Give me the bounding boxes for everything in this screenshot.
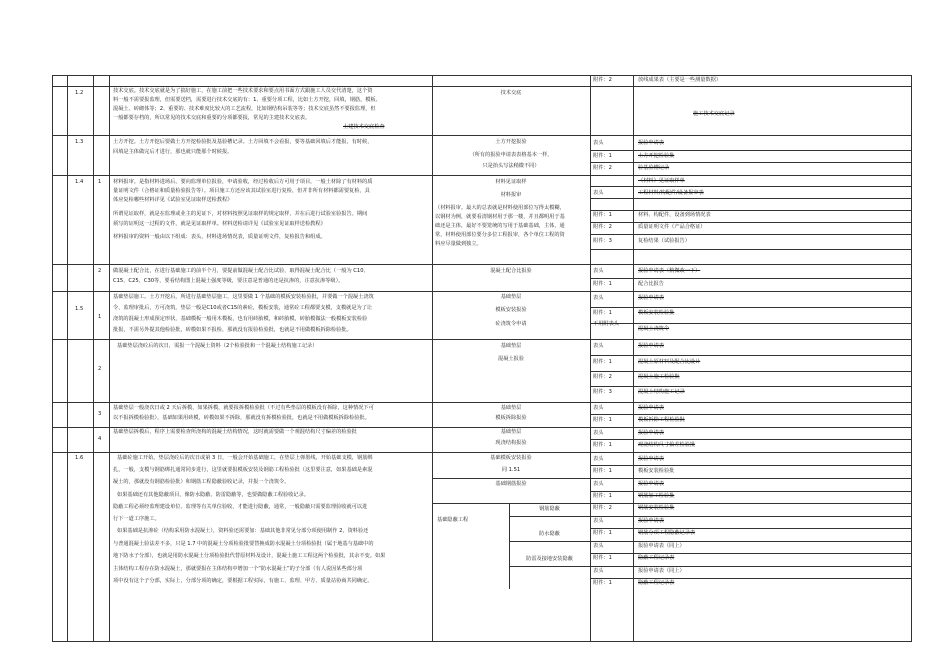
row-rule bbox=[53, 402, 911, 403]
section-body-line: 令，监理审批后，方可浇筑，垫层一般是C10或者C15的素砼，模板安装，通常砼工程都要支模，支模就是为了让 bbox=[113, 305, 373, 311]
section-body-line: 如果基础还有其他隐蔽项目，像防水隐蔽、防雷隐蔽等，也要做隐蔽工程验收记录。 bbox=[117, 492, 309, 498]
item-label: 表头 bbox=[593, 430, 604, 436]
item-label: 附件：1 bbox=[593, 417, 612, 423]
item-doc[interactable]: 质量证明文件（产品合格证） bbox=[638, 224, 706, 230]
procedure-name: 模板安装报验 bbox=[495, 307, 527, 313]
item-doc[interactable]: 报验申请表（同上） bbox=[638, 543, 685, 549]
row-rule bbox=[53, 339, 911, 340]
item-doc[interactable]: 混凝土原材料及配合比设计 bbox=[638, 359, 701, 365]
sub-id: 2 bbox=[98, 268, 102, 274]
procedure-note: （材料报审。最大的总表就是材料使用部位写得太模糊， bbox=[435, 205, 565, 211]
item-rule bbox=[590, 198, 911, 199]
sub-id: 1 bbox=[98, 314, 102, 320]
item-rule bbox=[590, 307, 911, 308]
col-rule bbox=[93, 76, 94, 641]
row-rule bbox=[53, 135, 911, 136]
item-label: 附件：2 bbox=[593, 224, 612, 230]
item-rule bbox=[590, 371, 911, 372]
item-doc[interactable]: 报验申请表 bbox=[638, 456, 664, 462]
item-label: 表头 bbox=[593, 295, 604, 301]
item-rule bbox=[590, 234, 911, 235]
procedure-name: 技术交底 bbox=[500, 90, 522, 96]
section-body-line: 基础垫层一般浇次日或 2 天后拆模，如果拆模，就要报拆模检验批（不过有些垫层的模板没有拆除，这种情况下可 bbox=[113, 405, 374, 411]
item-rule bbox=[590, 222, 911, 223]
section-body-line: 料一般不需要报监理，但需要送档，需要进行技术交底的有：1、重要分项工程，比如土方开挖，回填，钢筋，模板、 bbox=[113, 97, 381, 103]
section-body-line: 以不报拆模检验批），基础如果用砖模，砖模如果不拆除，那就没有拆模检验批，也就是不用做模板拆除检验批。 bbox=[113, 415, 370, 421]
item-rule bbox=[590, 553, 911, 554]
item-doc[interactable]: 报验申请表 bbox=[638, 518, 664, 524]
procedure-name: 现浇结构报验 bbox=[495, 440, 527, 446]
item-doc[interactable]: 报验申请表 bbox=[638, 405, 664, 411]
item-label: 表头 bbox=[593, 481, 604, 487]
item-label: 表头 bbox=[593, 568, 604, 574]
item-label: 附件：3 bbox=[593, 389, 612, 395]
hidden-work-item: 防雷及接地安装隐蔽 bbox=[526, 556, 573, 562]
annex-text: 放线成果表（主要是一些测量数据） bbox=[638, 77, 722, 83]
section-body-line: 批报，不需另外提其他检验批，砖模如果不报检，那就没有报验检验批，也就是不用做模板拆除检验批。 bbox=[113, 327, 352, 333]
row-rule bbox=[53, 86, 911, 87]
item-doc[interactable]: 混凝土结构施工记录 bbox=[638, 389, 685, 395]
row-rule bbox=[53, 175, 911, 176]
section-body-line: 材料报审的资料一般由以下组成：表头，材料进场情况表，质量证明文件，复检报告和组成。 bbox=[113, 234, 326, 240]
section-id: 1.3 bbox=[75, 139, 84, 145]
procedure-name: 土方开挖报验 bbox=[495, 139, 527, 145]
item-label: 附件：2 bbox=[593, 374, 612, 380]
item-doc[interactable]: 报验申请表 bbox=[638, 481, 664, 487]
hidden-work-label: 基础隐蔽工程 bbox=[437, 517, 469, 523]
item-label: 附件：1 bbox=[593, 530, 612, 536]
item-label: 附件：1 bbox=[593, 212, 612, 218]
item-rule bbox=[590, 528, 911, 529]
item-label: 表头 bbox=[593, 543, 604, 549]
item-label: 附件：1 bbox=[593, 555, 612, 561]
item-rule bbox=[590, 323, 911, 324]
row-rule bbox=[53, 452, 911, 453]
item-rule bbox=[590, 578, 911, 579]
procedure-name: 基础垫层 bbox=[500, 405, 522, 411]
item-doc[interactable]: 钢筋安装检验批 bbox=[638, 505, 675, 511]
item-label: 表头 bbox=[593, 343, 604, 349]
item-doc[interactable]: 报验申请表（同上） bbox=[638, 568, 685, 574]
section-id: 1.5 bbox=[75, 306, 84, 312]
procedure-name: 基础垫层 bbox=[500, 429, 522, 435]
procedure-name: 基础垫层 bbox=[500, 343, 522, 349]
item-doc[interactable]: 混凝土施工检验批 bbox=[638, 374, 680, 380]
procedure-note: 料应尽量做到独立。 bbox=[435, 241, 482, 247]
item-doc[interactable]: 报验申请表 bbox=[638, 140, 664, 146]
section-body-line: 隐蔽工程必须经监理建设单位、监理等有关单位验收，才能进行隐蔽，通常，一般隐蔽只需要监理验收就可以进 bbox=[113, 504, 368, 510]
hidden-work-item: 防水隐蔽 bbox=[539, 531, 560, 537]
item-doc[interactable]: 隐蔽工程记录表 bbox=[638, 555, 675, 561]
sub-id: 1 bbox=[98, 179, 102, 185]
section-body-line: 做混凝土配合比，在进行基础施工的前半个月，要提前做混凝土配合比试验，取得混凝土配合比（一般为 C10、 bbox=[113, 268, 369, 274]
col-rule bbox=[67, 76, 68, 641]
item-doc[interactable]: 报验申请表（稍微改一下） bbox=[638, 268, 701, 274]
section-id: 1.2 bbox=[75, 90, 84, 96]
section-body-line: 回填是主体做完后才进行，那也就只能那个时候报。 bbox=[113, 149, 233, 155]
item-doc[interactable]: 模板安装检验批 bbox=[638, 468, 675, 474]
item-rule bbox=[590, 186, 911, 187]
section-body-line: 基础垫层浇砼后的次日，需报一个混凝土资料（2个检验批和一个混凝土结构施工记录） bbox=[117, 343, 318, 349]
section-body-line: 土建技术交底检查 bbox=[343, 124, 385, 130]
item-rule bbox=[590, 465, 911, 466]
item-rule bbox=[590, 355, 911, 356]
section-body-line: 混凝土、砖砌体等；2、重要的、技术难度比较大的工艺流程，比如钢结构吊装等等；技术交底虽然不要报监理，但 bbox=[113, 106, 376, 112]
item-doc[interactable]: 混凝土浇筑令 bbox=[638, 326, 670, 332]
item-doc[interactable]: 报验申请表 bbox=[638, 295, 664, 301]
procedure-note: （所有的报验申请表表格基本一样， bbox=[469, 152, 553, 158]
section-id: 1.4 bbox=[75, 179, 84, 185]
spec-table bbox=[52, 75, 912, 642]
item-label: 表头 bbox=[593, 190, 604, 196]
section-body-line: 主体结构工程存在防水混凝土，那就要报在主体结构中增加一个“防水混凝土”的子分部（有人说因某些部分项 bbox=[113, 566, 363, 572]
procedure-name: 同 1.51 bbox=[501, 467, 521, 473]
item-label: 附件：1 bbox=[593, 359, 612, 365]
section-body-line: 基础砼施工开始。垫层浇砼后的次日或第 3 日，一般会开始基础施工，在垫层上弹墨线，开始基础支模，钢筋绑 bbox=[117, 455, 373, 461]
section-body-line: 扎，一般，支模与钢筋绑扎通常同步进行，这里就要报模板安装及钢筋工程检验批（这里要注意，如果基础是素混 bbox=[113, 467, 373, 473]
procedure-note: 础还是主体，最好不要笼统的写用于基础基础，主体，通 bbox=[435, 223, 565, 229]
item-label: 附件：2 bbox=[593, 505, 612, 511]
section-body-line: 技术交底。技术交底就是为了搞好施工，在施工前把一些技术要求和要点用书面方式跟施工人员交代清楚，这个资 bbox=[113, 88, 373, 94]
item-label: 附件：1 bbox=[593, 153, 612, 159]
item-doc[interactable]: 工程材料/构配件/设备报审表 bbox=[638, 190, 704, 196]
procedure-name: 模板拆除报验 bbox=[495, 415, 527, 421]
item-doc[interactable]: 报验申请表 bbox=[638, 430, 664, 436]
item-label: 附件：1 bbox=[593, 580, 612, 586]
section-body-line: 与普通混凝土验法差不多，只是 1.7 中的混凝土分项检验批要替换成防水混凝土分项检验批（属于地基与基础中的 bbox=[113, 541, 374, 547]
hidden-work-item: 钢筋隐蔽 bbox=[539, 506, 560, 512]
procedure-note: 只是抬头写法稍微不同） bbox=[482, 163, 540, 169]
section-body-line: 项中没有这个子分部，实际上，分部分项的确定，要根据工程实际，有施工、监理、甲方、质量站协商共同确定。 bbox=[113, 578, 373, 584]
item-rule bbox=[590, 278, 911, 279]
col-rule bbox=[633, 76, 634, 641]
item-rule bbox=[590, 162, 911, 163]
item-rule bbox=[590, 414, 911, 415]
col-rule bbox=[109, 76, 110, 641]
procedure-name: 混凝土报验 bbox=[498, 356, 524, 362]
item-label: 附件：3 bbox=[593, 238, 612, 244]
item-doc[interactable]: 《材料》见证取样单 bbox=[638, 178, 685, 184]
item-rule bbox=[590, 210, 911, 211]
procedure-note: 常，材料使用部位要分多位工程报审，各个单位工程的资 bbox=[435, 232, 565, 238]
section-body-line: 土方开挖。土方开挖后要做土方开挖检验批及基验槽记录。土方回填不会看报，要等基础回填后才能报，有时候， bbox=[113, 139, 373, 145]
section-body-line: 所谓见证取样，就是在监理或业主的见证下，对材料按照见证取样的规定取样，并在后进行试验室验报告。期间 bbox=[113, 211, 368, 217]
section-body-line: 基础垫层施工。土方开挖后，所进行基础垫层施工，这里要做 1 个基础的模板安装检验批，并要做一个混凝土浇筑 bbox=[113, 294, 374, 300]
item-doc[interactable]: 隐蔽工程记录表 bbox=[638, 580, 675, 586]
item-rule bbox=[590, 439, 911, 440]
section-body-line: 凝土的，那就没有钢筋检验批）和钢筋工程隐蔽验收记录，并报一个浇筑令。 bbox=[113, 479, 290, 485]
item-doc[interactable]: 验基验槽记录 bbox=[638, 165, 670, 171]
procedure-name: 基础模板安装报验 bbox=[490, 455, 532, 461]
item-label: 附件：1 bbox=[593, 442, 612, 448]
item-label: 表头 bbox=[593, 140, 604, 146]
item-label: 附件：2 bbox=[593, 165, 612, 171]
procedure-name: 基础钢筋报验 bbox=[495, 481, 527, 487]
item-rule bbox=[509, 566, 911, 567]
sub-id: 2 bbox=[98, 366, 102, 372]
item-label: 表头 bbox=[593, 405, 604, 411]
section-body-line: 一般都要存档的，所以常见的技术交底和重要的分项都要报，常见的主建技术交底表。 bbox=[113, 115, 311, 121]
item-rule bbox=[509, 541, 911, 542]
item-doc[interactable]: 钢筋分项工程隐蔽记录表 bbox=[638, 530, 696, 536]
item-doc[interactable]: 现浇结构尺寸偏差检验批 bbox=[638, 442, 696, 448]
item-label: 不用附表头 bbox=[593, 321, 619, 327]
item-label: 附件：1 bbox=[593, 281, 612, 287]
item-rule bbox=[590, 150, 911, 151]
row-rule bbox=[53, 291, 911, 292]
section-body-line: 地下防水子分部），也就是用防水混凝土分项检验批代替原材料及设计，混凝土施工工程这两个检验批，其余不变。如果 bbox=[113, 553, 386, 559]
item-rule bbox=[432, 478, 911, 479]
item-doc[interactable]: 钢筋加工检验批 bbox=[638, 493, 675, 499]
sub-id: 3 bbox=[98, 411, 102, 417]
col-rule bbox=[590, 76, 591, 641]
item-rule bbox=[509, 516, 911, 517]
item-doc[interactable]: 复检结果（试验报告） bbox=[638, 238, 690, 244]
item-rule bbox=[590, 386, 911, 387]
item-rule bbox=[590, 249, 911, 250]
section-body-line: 须写的证明这一过程的文件，就是见证取样单。材料送检请详见《试验室见证取样送检教程》 bbox=[113, 221, 326, 227]
procedure-name: 材料报审 bbox=[500, 192, 522, 198]
item-label: 附件：1 bbox=[593, 310, 612, 316]
section-body-line: 量证明文件（合格证和质量检验报告等）。项目施工方还应该其试验室进行复检，但并非所有材料都需要复检，具 bbox=[113, 188, 370, 194]
item-doc[interactable]: 模板安装检验批 bbox=[638, 310, 675, 316]
item-doc[interactable]: 模板拆除工程检验批 bbox=[638, 417, 685, 423]
item-rule bbox=[590, 491, 911, 492]
section-body-line: 浇筑的混凝土形成预定形状，基础模板一般用木模板，也有用砖胎模，和砖胎模，砖胎模做法一般模板安装检验 bbox=[113, 316, 368, 322]
row-rule bbox=[53, 427, 911, 428]
sub-id: 4 bbox=[98, 436, 102, 442]
item-doc[interactable]: 报验申请表 bbox=[638, 343, 664, 349]
section-body-line: 体应复检哪些材料详见《试验室见证取样送检教程》 bbox=[113, 197, 233, 203]
annex-label: 附件：2 bbox=[593, 77, 612, 83]
item-doc[interactable]: 材料、构配件，设备到场情况表 bbox=[638, 212, 711, 218]
row-rule bbox=[53, 264, 911, 265]
document-link[interactable]: 施工技术交底记录 bbox=[693, 111, 735, 117]
section-body-line: C15、C25、C30等，要看结构图上混凝土强度等级，要注意是普通的还是抗渗的，注意抗渗等级）。 bbox=[113, 278, 344, 284]
section-body-line: 行下一道工序施工。 bbox=[113, 516, 160, 522]
procedure-name: 基础垫层 bbox=[500, 294, 522, 300]
item-label: 附件：1 bbox=[593, 468, 612, 474]
item-label: 表头 bbox=[593, 268, 604, 274]
item-label: 表头 bbox=[593, 456, 604, 462]
item-doc[interactable]: 配合比报告 bbox=[638, 281, 664, 287]
item-label: 附件：1 bbox=[593, 493, 612, 499]
section-id: 1.6 bbox=[75, 455, 84, 461]
procedure-name: 混凝土配合比报验 bbox=[490, 268, 532, 274]
procedure-name: 砼浇筑令申请 bbox=[495, 321, 527, 327]
hidden-work-rule bbox=[509, 503, 510, 589]
section-body-line: 基础垫层拆模后，程序上需要检查所浇构的混凝土结构情况，这时就需要做一个观混结构尺寸偏差的检验批 bbox=[113, 429, 357, 435]
procedure-note: 以钢材为例，就要看清钢材用于那一楼，并且都明用于基 bbox=[435, 214, 565, 220]
item-doc[interactable]: 土方开挖检验批 bbox=[638, 153, 675, 159]
item-rule bbox=[432, 503, 911, 504]
item-label: 表头 bbox=[593, 518, 604, 524]
section-body-line: 如果基础是抗渗砼（结构采用防水混凝土），资料验还需要加：基础其他非常见分部分项使用制作 2，资料验还 bbox=[117, 528, 369, 534]
section-body-line: 材料报审。是指材料进场后，要向监理单位报验，申请验收，经过检收后方可用于项目，一般土材除了有材料的质 bbox=[113, 179, 373, 185]
procedure-name: 材料见证取样 bbox=[495, 179, 527, 185]
